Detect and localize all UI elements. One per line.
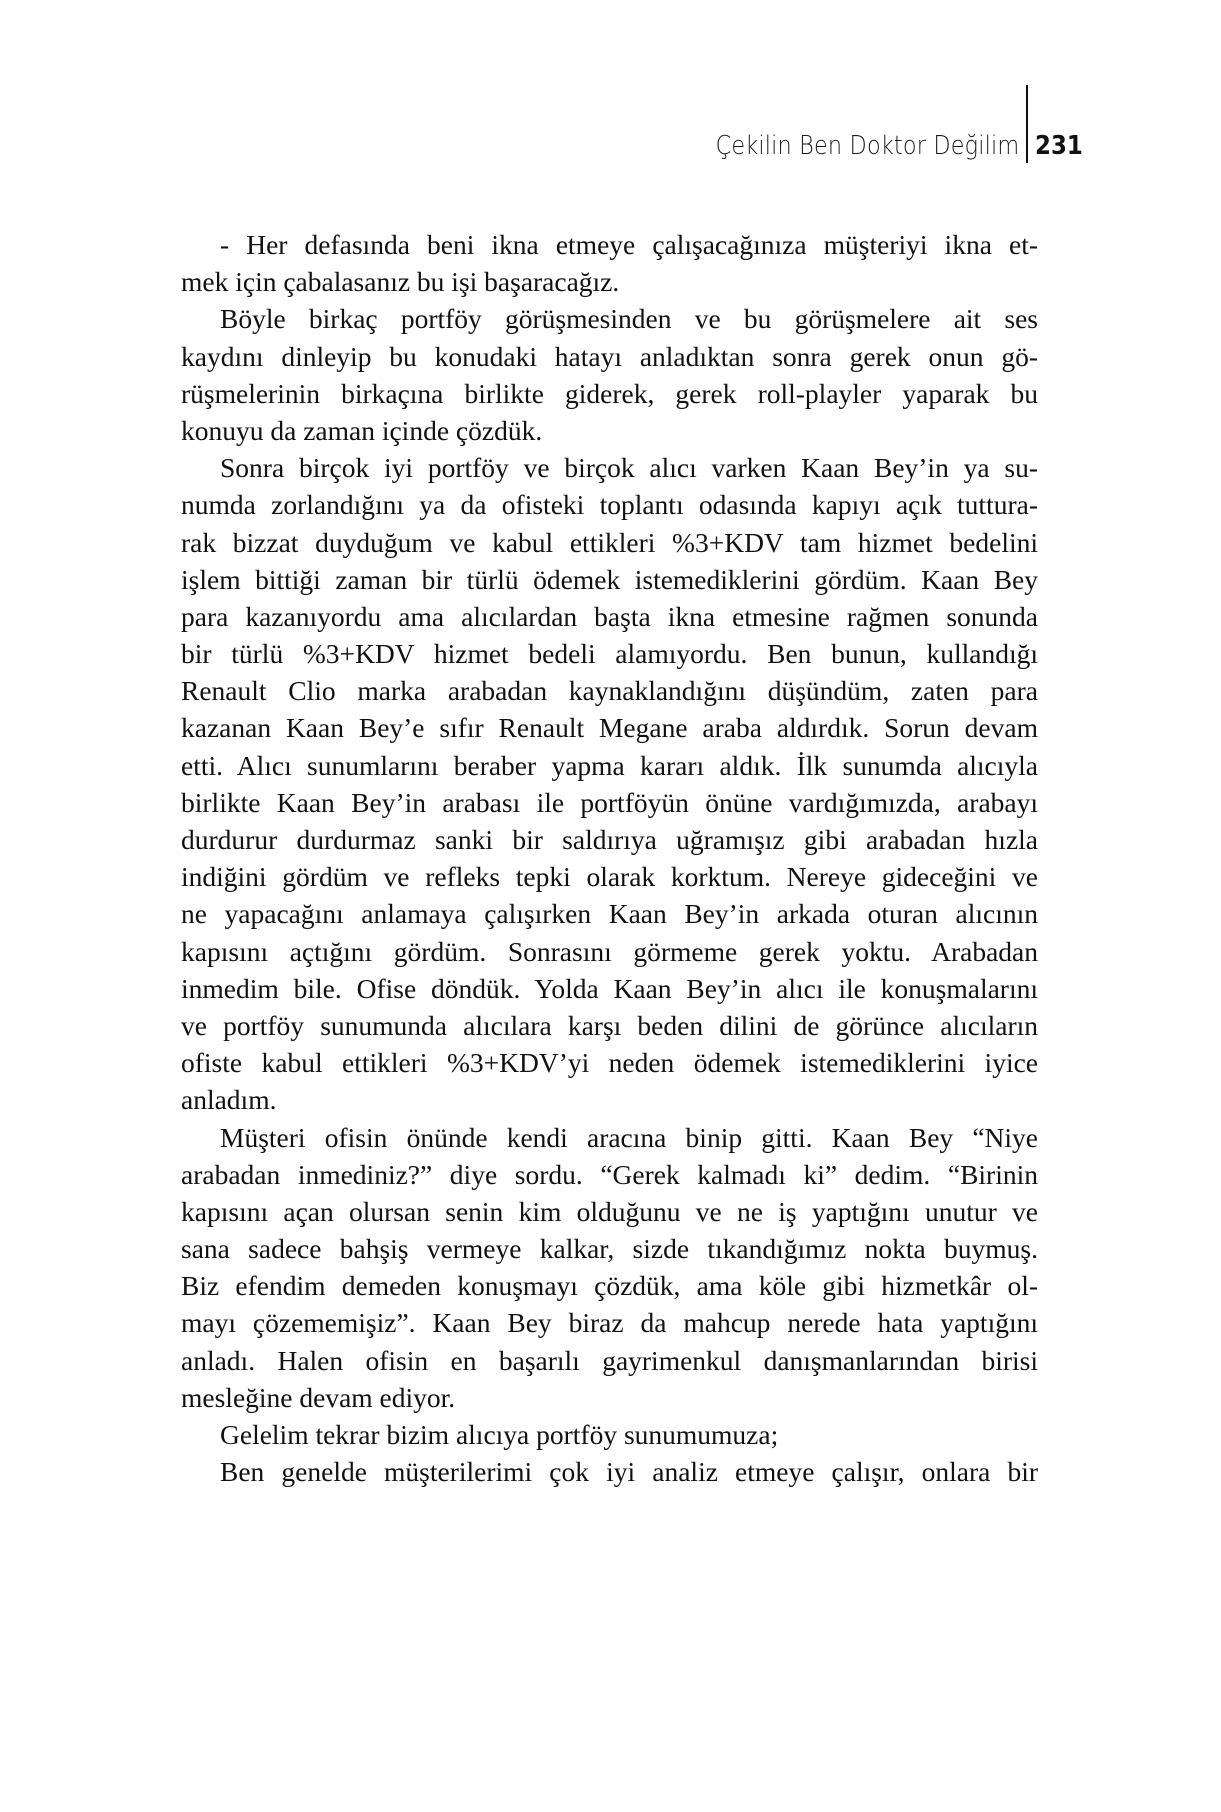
text-line: mayı çözememişiz”. Kaan Bey biraz da mahcup nerede hata yaptığını [181, 1307, 1038, 1339]
running-header [665, 85, 1090, 163]
text-line: durdurur durdurmaz sanki bir saldırıya uğramışız gibi arabadan hızla [181, 824, 1038, 855]
text-line: Böyle birkaç portföy görüşmesinden ve bu görüşmelere ait ses [220, 303, 1038, 335]
text-line: rüşmelerinin birkaçına birlikte giderek, gerek roll-playler yaparak bu [181, 377, 1038, 409]
text-line: bir türlü %3+KDV hizmet bedeli alamıyordu. Ben bunun, kullandığı [181, 638, 1038, 670]
text-line: birlikte Kaan Bey’in arabası ile portföyün önüne vardığımızda, arabayı [181, 786, 1038, 818]
page-number: 231 [1034, 131, 1083, 161]
text-line: numda zorlandığını ya da ofisteki toplantı odasında kapıyı açık tuttura- [181, 489, 1038, 521]
text-line: - Her defasında beni ikna etmeye çalışacağınıza müşteriyi ikna et- [220, 229, 1038, 260]
text-line: kaydını dinleyip bu konudaki hatayı anladıktan sonra gerek onun gö- [181, 340, 1038, 372]
text-line: indiğini gördüm ve refleks tepki olarak korktum. Nereye gideceğini ve [181, 861, 1038, 893]
text-line: Sonra birçok iyi portföy ve birçok alıcı varken Kaan Bey’in ya su- [220, 452, 1038, 484]
text-line: kapısını açan olursan senin kim olduğunu ve ne iş yaptığını unutur ve [181, 1195, 1038, 1227]
text-line: arabadan inmediniz?” diye sordu. “Gerek kalmadı ki” dedim. “Birinin [181, 1158, 1038, 1190]
text-line: mesleğine devam ediyor. [181, 1381, 456, 1413]
body-text [181, 226, 1038, 1490]
text-line: etti. Alıcı sunumlarını beraber yapma kararı aldık. İlk sunumda alıcıyla [181, 749, 1038, 781]
text-line: Renault Clio marka arabadan kaynaklandığını düşündüm, zaten para [181, 675, 1038, 707]
text-line: sana sadece bahşiş vermeye kalkar, sizde tıkandığımız nokta buymuş. [181, 1233, 1038, 1265]
text-line: Ben genelde müşterilerimi çok iyi analiz etmeye çalışır, onlara bir [220, 1456, 1038, 1488]
text-line: anladım. [181, 1084, 277, 1116]
text-line: işlem bittiği zaman bir türlü ödemek istemediklerini gördüm. Kaan Bey [181, 563, 1038, 595]
text-line: ve portföy sunumunda alıcılara karşı beden dilini de görünce alıcıların [181, 1009, 1038, 1041]
text-line: konuyu da zaman içinde çözdük. [181, 414, 543, 446]
text-line: para kazanıyordu ama alıcılardan başta ikna etmesine rağmen sonunda [181, 600, 1038, 632]
text-line: Müşteri ofisin önünde kendi aracına binip gitti. Kaan Bey “Niye [220, 1121, 1038, 1153]
text-line: anladı. Halen ofisin en başarılı gayrimenkul danışmanlarından birisi [181, 1344, 1038, 1376]
text-line: Biz efendim demeden konuşmayı çözdük, ama köle gibi hizmetkâr ol- [181, 1270, 1038, 1302]
text-line: kazanan Kaan Bey’e sıfır Renault Megane araba aldırdık. Sorun devam [181, 712, 1038, 744]
text-line: ofiste kabul ettikleri %3+KDV’yi neden ödemek istemediklerini iyice [181, 1047, 1038, 1079]
text-line: ne yapacağını anlamaya çalışırken Kaan Bey’in arkada oturan alıcının [181, 898, 1038, 930]
text-line: inmedim bile. Ofise döndük. Yolda Kaan Bey’in alıcı ile konuşmalarını [181, 972, 1038, 1004]
text-line: Gelelim tekrar bizim alıcıya portföy sunumumuza; [220, 1419, 779, 1450]
text-line: mek için çabalasanız bu işi başaracağız. [181, 266, 620, 298]
text-line: kapısını açtığını gördüm. Sonrasını görmeme gerek yoktu. Arabadan [181, 935, 1038, 967]
text-line: rak bizzat duyduğum ve kabul ettikleri %3+KDV tam hizmet bedelini [181, 526, 1038, 558]
chapter-title: Çekilin Ben Doktor Değilim [715, 131, 1020, 161]
